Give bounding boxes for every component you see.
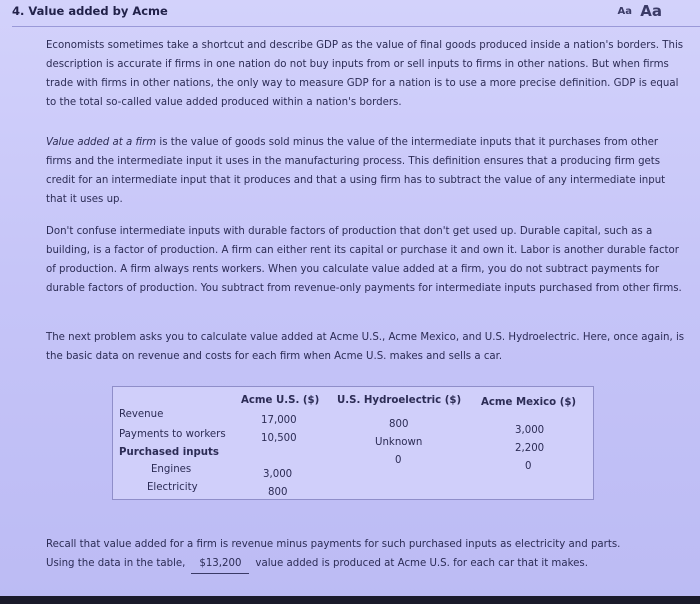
cell-revenue-us-hydroelectric: 800 <box>389 419 409 430</box>
data-table <box>112 386 594 500</box>
paragraph-next-problem: The next problem asks you to calculate value added at Acme U.S., Acme Mexico, and U.S. Hydroelectric. Here, once again, is the basic data on revenue and costs for each firm when Acme U.S. makes and sells a car. <box>46 332 685 362</box>
answer-blank[interactable]: $13,200 <box>191 554 249 574</box>
question-header <box>12 4 692 22</box>
cell-electricity-acme-us: 800 <box>268 487 288 498</box>
row-label-revenue: Revenue <box>119 409 164 420</box>
cell-workers-us-hydroelectric: Unknown <box>375 437 423 448</box>
row-label-purchased-inputs: Purchased inputs <box>119 447 219 458</box>
row-label-electricity: Electricity <box>147 482 198 493</box>
cell-revenue-acme-mexico: 3,000 <box>515 425 545 436</box>
paragraph-value-added <box>46 133 686 209</box>
cell-workers-acme-mexico: 2,200 <box>515 443 545 454</box>
column-header-acme-us: Acme U.S. ($) <box>241 395 320 406</box>
recall-text: Recall that value added for a firm is revenue minus payments for such purchased inputs as electricity and parts. <box>46 539 621 550</box>
bottom-edge <box>0 596 700 604</box>
cell-workers-acme-us: 10,500 <box>261 433 297 444</box>
cell-engines-acme-us: 3,000 <box>263 469 293 480</box>
cell-purchased-us-hydroelectric: 0 <box>395 455 402 466</box>
paragraph-durable-factors: Don't confuse intermediate inputs with durable factors of production that don't get used up. Durable capital, such as a building, is a factor of production. A firm can either rent its capital or purchase it and own it. Labor is another durable factor of production. A firm always rents workers. When you calculate value added at a firm, you do not subtract payments for durable factors of production. You subtract from revenue-only payments for intermediate inputs purchased from other firms. <box>46 226 682 294</box>
cell-purchased-acme-mexico: 0 <box>525 461 532 472</box>
column-header-acme-mexico: Acme Mexico ($) <box>481 397 577 408</box>
row-label-engines: Engines <box>151 464 192 475</box>
decrease-font-button[interactable]: Aa <box>617 6 632 17</box>
value-added-definition: is the value of goods sold minus the value of the intermediate inputs that it purchases from other firms and the intermediate input it uses in the manufacturing process. This definition ensures that a producing firm gets credit for an intermediate input that it produces and that a using firm has to subtract the value of any intermediate input that it uses up. <box>46 137 666 205</box>
answer-line <box>46 554 686 574</box>
row-label-payments-to-workers: Payments to workers <box>119 429 226 440</box>
increase-font-button[interactable]: Aa <box>640 2 662 20</box>
answer-prefix: Using the data in the table, <box>46 558 186 569</box>
column-header-us-hydroelectric: U.S. Hydroelectric ($) <box>337 395 462 406</box>
value-added-term: Value added at a firm <box>46 137 157 148</box>
paragraph-gdp: Economists sometimes take a shortcut and describe GDP as the value of final goods produced inside a nation's borders. This description is accurate if firms in one nation do not buy inputs from or sell inputs to firms in other nations. But when firms trade with firms in other nations, the only way to measure GDP for a nation is to use a more precise definition. GDP is equal to the total so-called value added produced within a nation's borders. <box>46 40 684 108</box>
answer-suffix: value added is produced at Acme U.S. for each car that it makes. <box>255 558 588 569</box>
recall-question <box>46 535 686 574</box>
cell-revenue-acme-us: 17,000 <box>261 415 297 426</box>
header-divider <box>12 26 700 27</box>
question-title: 4. Value added by Acme <box>12 4 168 18</box>
